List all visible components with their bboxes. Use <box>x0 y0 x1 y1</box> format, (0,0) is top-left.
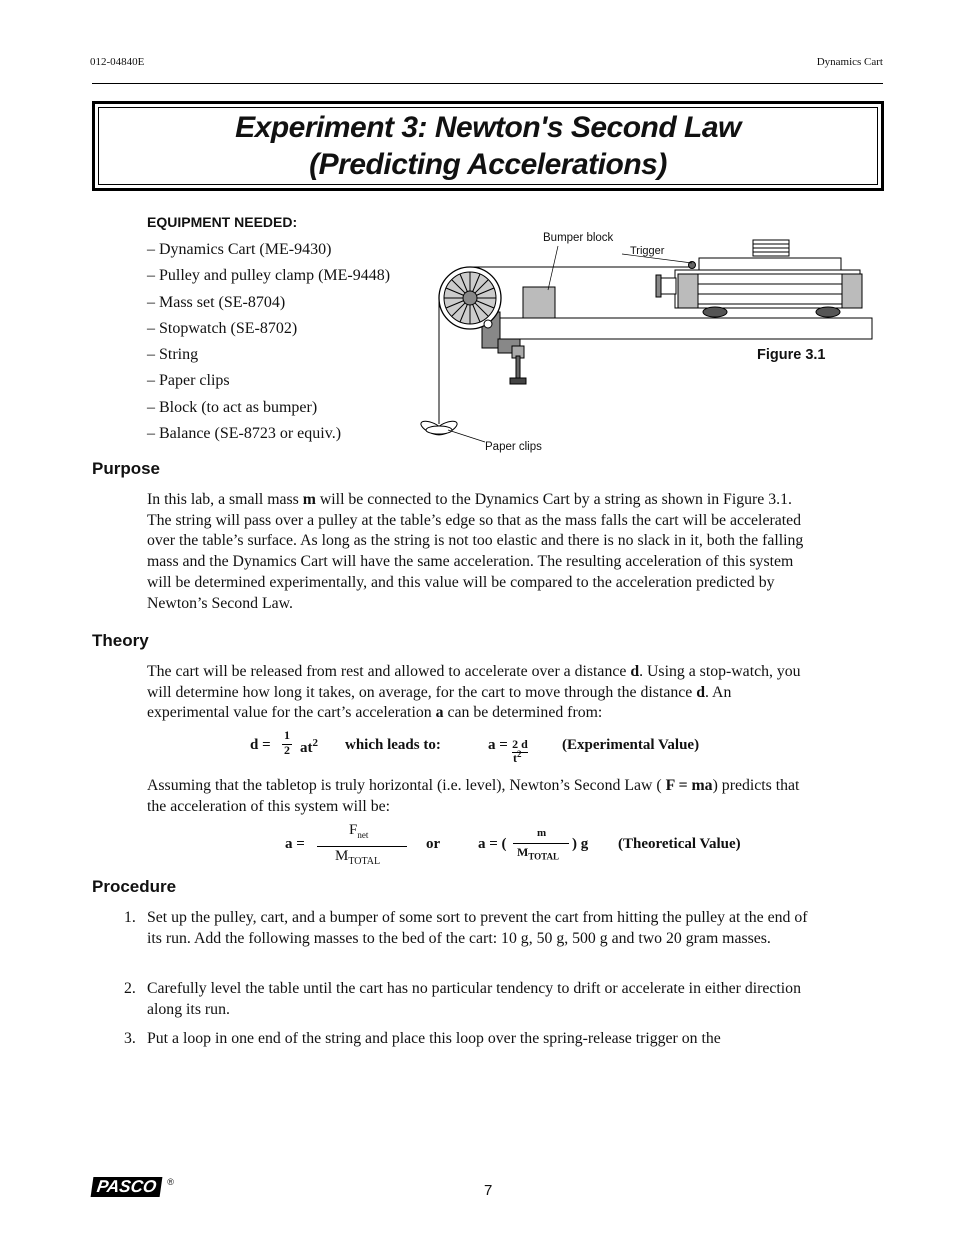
experimental-equation <box>250 728 750 768</box>
purpose-paragraph <box>147 490 817 614</box>
eq-d: d = <box>250 737 271 753</box>
theory-text: The cart will be released from rest and allowed to accelerate over a distance <box>147 663 631 680</box>
page-number: 7 <box>484 1182 493 1199</box>
purpose-text: In this lab, a small mass <box>147 491 303 508</box>
eq2-or: or <box>426 836 441 852</box>
theory-paragraph-1 <box>147 662 817 724</box>
theory-text: ) predicts that the acceleration of this system will be: <box>147 777 800 815</box>
eq2-frac-bar <box>317 846 407 847</box>
title-line-2: (Predicting Accelerations) <box>309 148 667 181</box>
procedure-heading: Procedure <box>92 877 177 896</box>
eq2-f: F <box>349 822 358 838</box>
theory-text: Assuming that the tabletop is truly horizontal (i.e. level), Newton’s Second Law ( <box>147 777 666 794</box>
equipment-item: – Pulley and pulley clamp (ME-9448) <box>147 267 391 285</box>
title-box <box>92 101 884 191</box>
eq-leads-to: which leads to: <box>345 737 441 753</box>
step-number: 2. <box>124 980 136 997</box>
trigger-label: Trigger <box>630 245 665 257</box>
equipment-item: – String <box>147 346 199 364</box>
step-number: 3. <box>124 1030 136 1047</box>
equipment-list <box>147 237 390 447</box>
step-text: Put a loop in one end of the string and place this loop over the spring-release trigger on the <box>147 1030 721 1047</box>
table-top <box>500 318 872 339</box>
eq2-close: ) g <box>572 836 589 852</box>
distance-symbol: d <box>630 663 640 680</box>
eq-at2 <box>300 737 318 757</box>
theoretical-equation <box>285 820 775 872</box>
figure-caption: Figure 3.1 <box>757 347 826 363</box>
eq-a: a = <box>488 737 508 753</box>
eq-sup: 2 <box>312 737 318 749</box>
eq-den-t: t <box>513 751 517 765</box>
eq2-m-total <box>517 845 559 861</box>
eq2-m-total-sub: TOTAL <box>528 851 560 862</box>
equipment-heading: EQUIPMENT NEEDED: <box>147 214 298 230</box>
theory-paragraph-2 <box>147 776 817 817</box>
step-text: Carefully level the table until the cart has no particular tendency to drift or accelerate in either direction along its run. <box>147 980 801 1018</box>
equipment-item: – Paper clips <box>147 372 230 390</box>
eq-num: 2 d <box>512 737 528 751</box>
equipment-item: – Mass set (SE-8704) <box>147 293 286 311</box>
product-name: Dynamics Cart <box>816 56 883 68</box>
title-line-1: Experiment 3: Newton's Second Law <box>235 111 741 144</box>
bumper-block <box>523 287 555 318</box>
registered-mark: ® <box>167 1177 174 1187</box>
eq2-m-small: m <box>537 827 547 839</box>
eq2-m-total-m: M <box>517 845 529 859</box>
step-text: Set up the pulley, cart, and a bumper of some sort to prevent the cart from hitting the pulley at the end of its run. Add the following masses to the bed of the cart: 10 g, 50 g, 500 g and two 20 gram masses. <box>147 909 808 947</box>
mass-symbol: m <box>302 491 316 508</box>
theory-text: . An experimental value for the cart’s acceleration <box>147 683 732 722</box>
logo-text: PASCO <box>91 1177 163 1197</box>
theoretical-label: (Theoretical Value) <box>618 836 741 852</box>
theory-text: can be determined from: <box>443 704 603 722</box>
eq2-m-sub: TOTAL <box>348 856 381 867</box>
eq2-a-paren: a = ( <box>478 836 507 852</box>
purpose-heading: Purpose <box>92 459 161 478</box>
header-rule <box>92 83 883 84</box>
theory-text: . Using a stop-watch, you will determine how long it takes, on average, for the cart to move through the distance <box>147 663 801 701</box>
eq-den-sup: 2 <box>517 749 522 759</box>
equipment-item: – Dynamics Cart (ME-9430) <box>147 241 332 258</box>
acceleration-symbol: a <box>435 704 444 722</box>
bumper-block-label: Bumper block <box>543 232 614 244</box>
theory-heading: Theory <box>92 631 149 650</box>
purpose-text-rest: will be connected to the Dynamics Cart by a string as shown in Figure 3.1. The string will pass over a pulley at the table’s edge so that as the mass falls the cart will be accelerated over the table’s surface. As long as the string is not too elastic and there is no slack in it, both the falling mass and the Dynamics Cart will have the same acceleration. The resulting acceleration of this system will be determined experimentally, and this value will be compared to the acceleration predicted by Newton’s Second Law. <box>147 491 804 612</box>
eq-den <box>513 749 522 766</box>
equipment-item: – Balance (SE-8723 or equiv.) <box>147 425 342 443</box>
paper-clips-label: Paper clips <box>485 441 542 453</box>
pulley-wheel <box>439 267 501 329</box>
eq-at: at <box>300 740 313 756</box>
eq2-fnet <box>349 822 368 840</box>
newton-law: F = ma <box>665 777 713 794</box>
eq2-mtotal <box>335 848 380 867</box>
eq2-m: M <box>335 848 349 864</box>
eq2-a: a = <box>285 836 305 852</box>
equipment-item: – Stopwatch (SE-8702) <box>147 319 298 337</box>
eq2-f-sub: net <box>357 830 369 840</box>
eq-half-num: 1 <box>284 728 290 742</box>
dynamics-cart <box>656 240 862 317</box>
distance-symbol: d <box>696 683 706 701</box>
doc-number: 012-04840E <box>90 56 145 68</box>
eq-half-den: 2 <box>284 743 290 757</box>
pasco-logo <box>92 1177 174 1199</box>
experimental-label: (Experimental Value) <box>562 737 700 753</box>
step-number: 1. <box>124 909 136 926</box>
equipment-item: – Block (to act as bumper) <box>147 398 318 416</box>
eq2-frac-bar-2 <box>513 843 569 844</box>
